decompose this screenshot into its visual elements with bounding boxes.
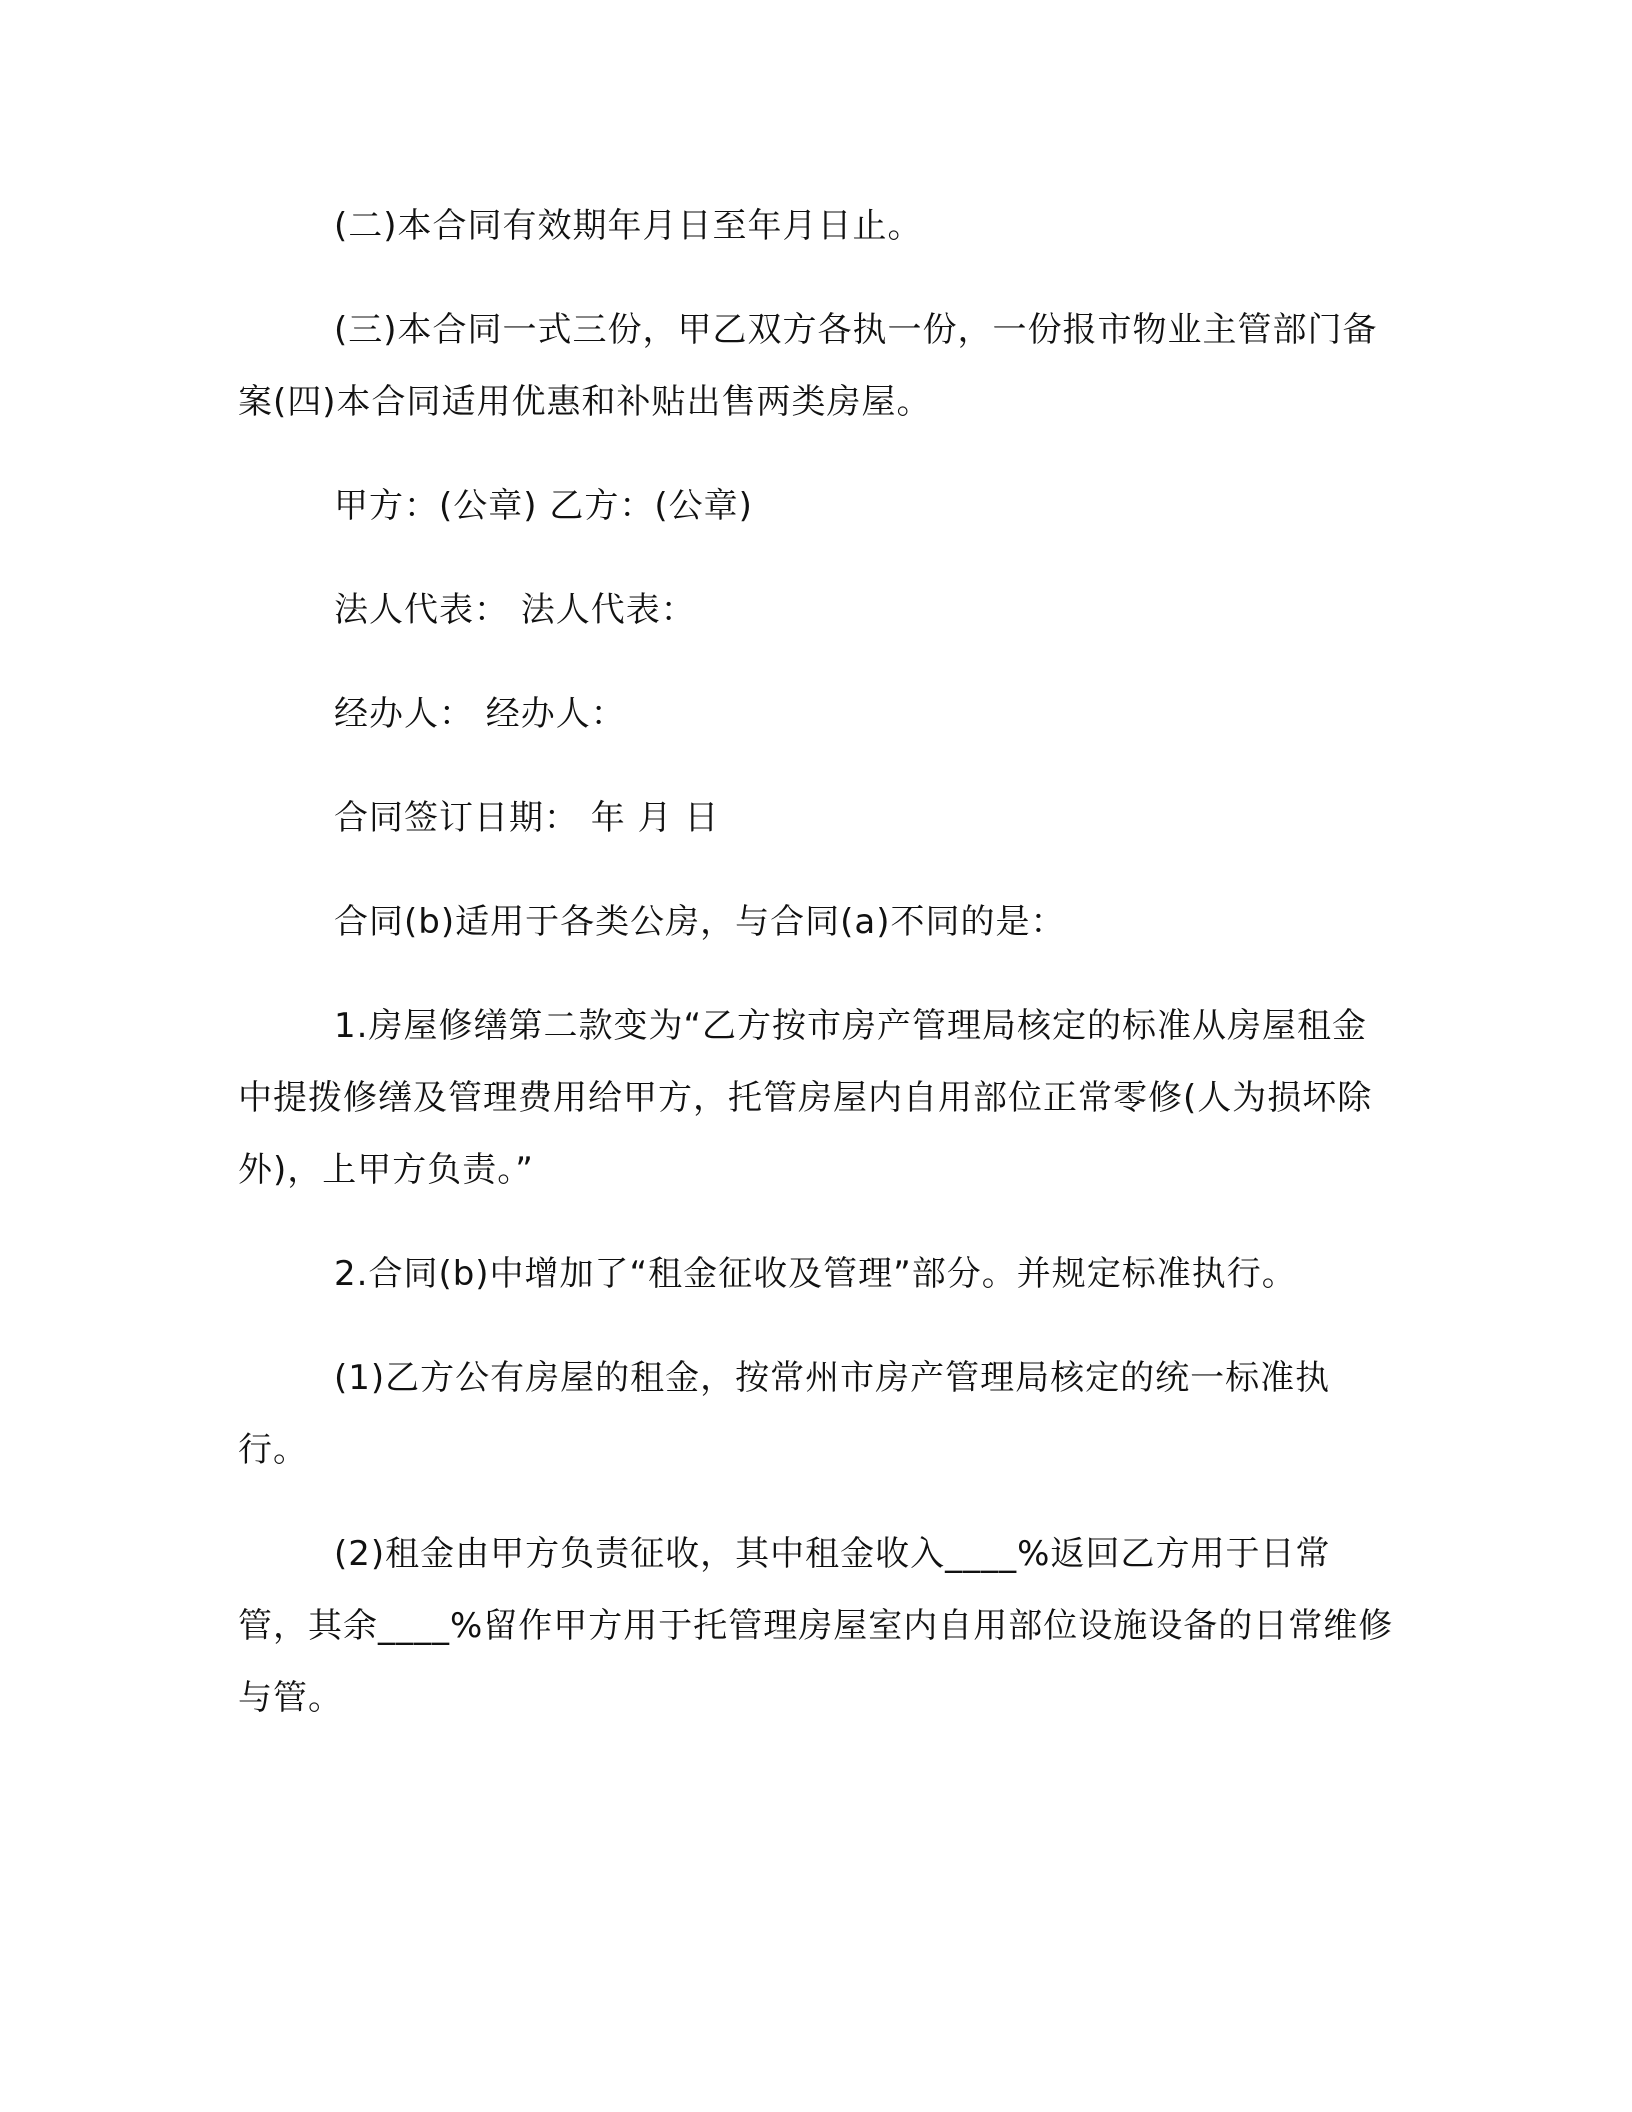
document-body <box>238 190 1398 1766</box>
paragraph-legal-representatives: 法人代表： 法人代表： <box>334 590 696 630</box>
paragraph-handlers: 经办人： 经办人： <box>334 694 626 734</box>
paragraph-signing-date: 合同签订日期： 年 月 日 <box>334 798 720 838</box>
paragraph-subitem-2: (2)租金由甲方负责征收，其中租金收入____%返回乙方用于日常管，其余____%留作甲方用于托管理房屋室内自用部位设施设备的日常维修与管。 <box>238 1534 1394 1718</box>
paragraph-copies: (三)本合同一式三份，甲乙双方各执一份，一份报市物业主管部门备案(四)本合同适用优惠和补贴出售两类房屋。 <box>238 310 1378 422</box>
paragraph-validity-period: (二)本合同有效期年月日至年月日止。 <box>334 206 923 246</box>
paragraph-item-1: 1.房屋修缮第二款变为“乙方按市房产管理局核定的标准从房屋租金中提拨修缮及管理费用给甲方，托管房屋内自用部位正常零修(人为损坏除外)，上甲方负责。” <box>238 1006 1373 1190</box>
paragraph-item-2: 2.合同(b)中增加了“租金征收及管理”部分。并规定标准执行。 <box>334 1254 1297 1294</box>
paragraph-contract-b-intro: 合同(b)适用于各类公房，与合同(a)不同的是： <box>334 902 1066 942</box>
paragraph-seals: 甲方：(公章) 乙方：(公章) <box>334 486 753 526</box>
paragraph-subitem-1: (1)乙方公有房屋的租金，按常州市房产管理局核定的统一标准执行。 <box>238 1358 1331 1470</box>
